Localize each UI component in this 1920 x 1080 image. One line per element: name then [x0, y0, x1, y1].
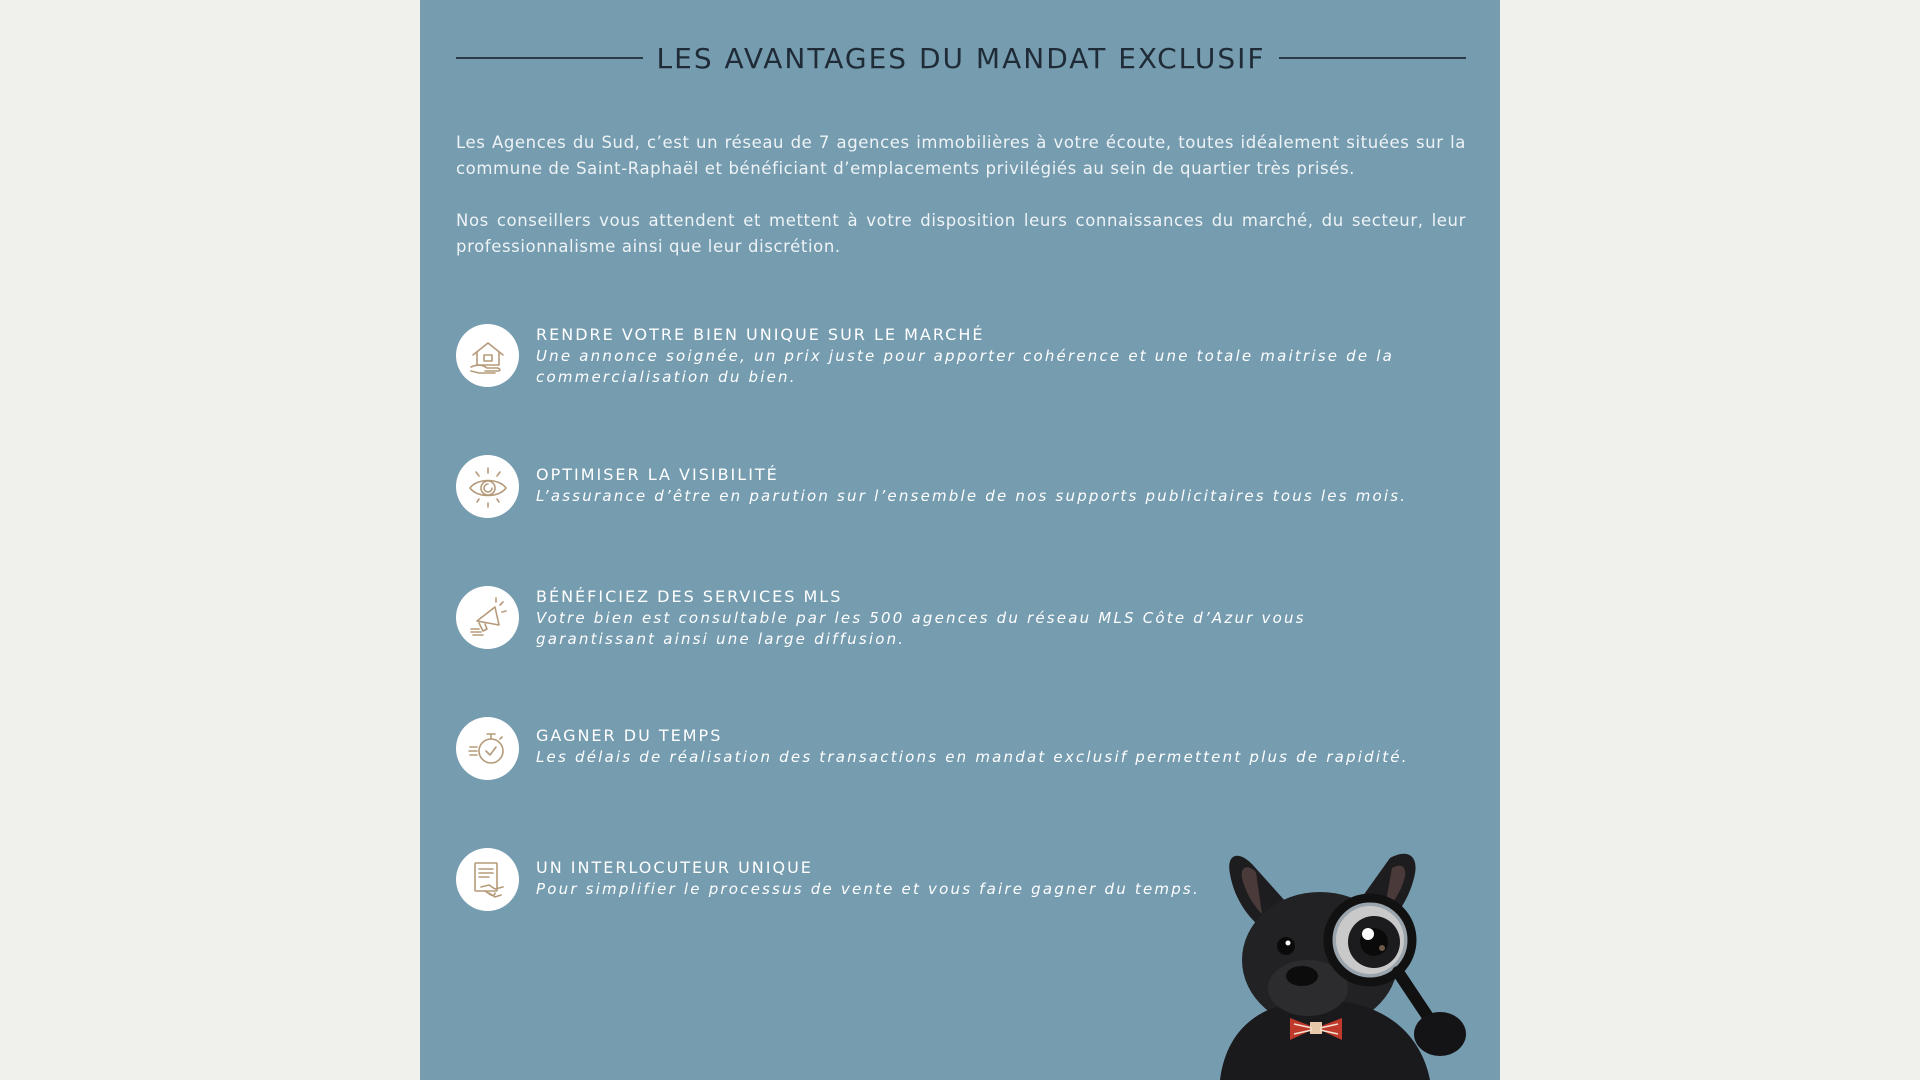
feature-title: RENDRE VOTRE BIEN UNIQUE SUR LE MARCHÉ — [536, 325, 985, 344]
feature-item-mls — [456, 586, 1466, 650]
feature-description: Les délais de réalisation des transactions en mandat exclusif permettent plus de rapidité. — [536, 748, 1409, 766]
dog-magnifier-illustration — [1190, 850, 1500, 1080]
eye-icon — [456, 455, 519, 518]
header-divider-right — [1279, 57, 1466, 59]
feature-title: UN INTERLOCUTEUR UNIQUE — [536, 858, 813, 877]
stopwatch-icon — [456, 717, 519, 780]
intro-paragraph-2: Nos conseillers vous attendent et mettent à votre disposition leurs connaissances du marché, du secteur, leur professionnalisme ainsi que leur discrétion. — [456, 211, 1466, 256]
feature-title: GAGNER DU TEMPS — [536, 726, 723, 745]
feature-description: Votre bien est consultable par les 500 agences du réseau MLS Côte d’Azur vous garantissant ainsi une large diffusion. — [536, 609, 1306, 648]
feature-title: OPTIMISER LA VISIBILITÉ — [536, 465, 779, 484]
feature-item-time — [456, 717, 1466, 780]
content-panel — [420, 0, 1500, 1080]
feature-description: Une annonce soignée, un prix juste pour apporter cohérence et une totale maitrise de la commercialisation du bien. — [536, 347, 1394, 386]
feature-item-visibility — [456, 455, 1466, 518]
intro-text — [456, 130, 1466, 286]
section-header — [456, 36, 1466, 80]
page-title: LES AVANTAGES DU MANDAT EXCLUSIF — [656, 41, 1266, 75]
feature-description: L’assurance d’être en parution sur l’ensemble de nos supports publicitaires tous les mois. — [536, 487, 1408, 505]
feature-item-unique — [456, 324, 1466, 388]
intro-paragraph-1: Les Agences du Sud, c’est un réseau de 7 agences immobilières à votre écoute, toutes idéalement situées sur la commune de Saint-Raphaël et bénéficiant d’emplacements privilégiés au sein de quartier très prisés. — [456, 133, 1466, 178]
contract-handshake-icon — [456, 848, 519, 911]
feature-title: BÉNÉFICIEZ DES SERVICES MLS — [536, 587, 843, 606]
house-hand-icon — [456, 324, 519, 387]
header-divider-left — [456, 57, 643, 59]
feature-description: Pour simplifier le processus de vente et vous faire gagner du temps. — [536, 880, 1200, 898]
megaphone-icon — [456, 586, 519, 649]
